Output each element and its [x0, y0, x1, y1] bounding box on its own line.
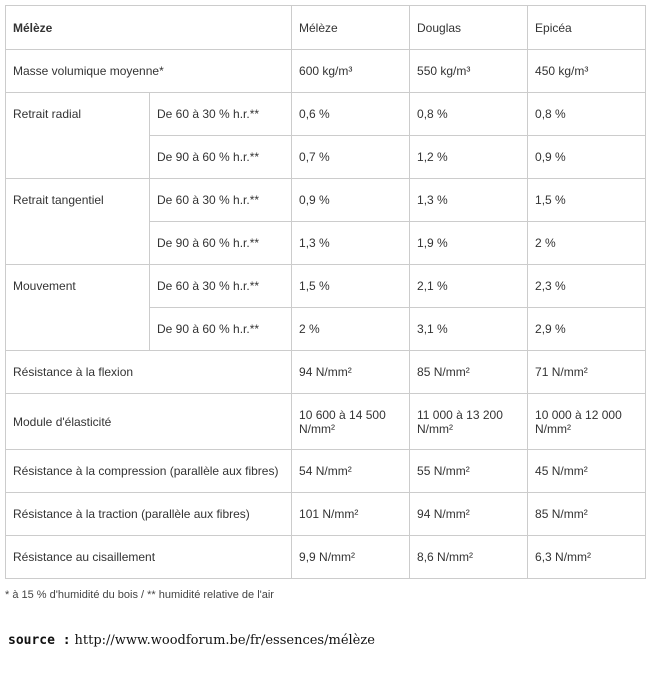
row-label: Résistance au cisaillement [6, 536, 292, 579]
row-sublabel: De 60 à 30 % h.r.** [150, 93, 292, 136]
cell-value: 9,9 N/mm² [292, 536, 410, 579]
cell-value: 0,9 % [292, 179, 410, 222]
table-row [6, 536, 646, 579]
cell-value: 45 N/mm² [528, 450, 646, 493]
cell-value: 1,9 % [410, 222, 528, 265]
cell-value: 2 % [528, 222, 646, 265]
cell-value: 85 N/mm² [410, 351, 528, 394]
cell-value: 600 kg/m³ [292, 50, 410, 93]
cell-value: 2,3 % [528, 265, 646, 308]
cell-value: 94 N/mm² [410, 493, 528, 536]
header-col-meleze: Mélèze [292, 6, 410, 50]
cell-value: 85 N/mm² [528, 493, 646, 536]
cell-value: 1,5 % [528, 179, 646, 222]
table-row [6, 93, 646, 136]
cell-value: 55 N/mm² [410, 450, 528, 493]
cell-value: 11 000 à 13 200 N/mm² [410, 394, 528, 450]
row-label: Module d'élasticité [6, 394, 292, 450]
cell-value: 6,3 N/mm² [528, 536, 646, 579]
cell-value: 0,8 % [410, 93, 528, 136]
table-row [6, 493, 646, 536]
row-label: Résistance à la traction (parallèle aux fibres) [6, 493, 292, 536]
cell-value: 94 N/mm² [292, 351, 410, 394]
cell-value: 0,8 % [528, 93, 646, 136]
header-col-epicea: Epicéa [528, 6, 646, 50]
properties-table [5, 5, 646, 579]
source-url[interactable]: http://www.woodforum.be/fr/essences/mélèze [74, 633, 375, 648]
source-label: source : [8, 633, 71, 648]
footnote: * à 15 % d'humidité du bois / ** humidité relative de l'air [5, 589, 274, 601]
cell-value: 550 kg/m³ [410, 50, 528, 93]
cell-value: 1,5 % [292, 265, 410, 308]
row-sublabel: De 60 à 30 % h.r.** [150, 265, 292, 308]
source-line [8, 631, 375, 648]
row-sublabel: De 90 à 60 % h.r.** [150, 222, 292, 265]
table-row [6, 50, 646, 93]
cell-value: 71 N/mm² [528, 351, 646, 394]
cell-value: 0,9 % [528, 136, 646, 179]
row-sublabel: De 90 à 60 % h.r.** [150, 308, 292, 351]
cell-value: 2 % [292, 308, 410, 351]
cell-value: 450 kg/m³ [528, 50, 646, 93]
row-label: Retrait tangentiel [6, 179, 150, 265]
table-header-row [6, 6, 646, 50]
cell-value: 3,1 % [410, 308, 528, 351]
table-row [6, 394, 646, 450]
cell-value: 8,6 N/mm² [410, 536, 528, 579]
row-label: Résistance à la flexion [6, 351, 292, 394]
cell-value: 0,7 % [292, 136, 410, 179]
cell-value: 2,1 % [410, 265, 528, 308]
row-label: Résistance à la compression (parallèle aux fibres) [6, 450, 292, 493]
table-row [6, 351, 646, 394]
cell-value: 10 600 à 14 500 N/mm² [292, 394, 410, 450]
row-sublabel: De 60 à 30 % h.r.** [150, 179, 292, 222]
cell-value: 1,2 % [410, 136, 528, 179]
row-label: Retrait radial [6, 93, 150, 179]
cell-value: 2,9 % [528, 308, 646, 351]
cell-value: 54 N/mm² [292, 450, 410, 493]
header-label: Mélèze [6, 6, 292, 50]
cell-value: 0,6 % [292, 93, 410, 136]
table-row [6, 265, 646, 308]
row-sublabel: De 90 à 60 % h.r.** [150, 136, 292, 179]
header-col-douglas: Douglas [410, 6, 528, 50]
cell-value: 1,3 % [410, 179, 528, 222]
row-label: Mouvement [6, 265, 150, 351]
cell-value: 101 N/mm² [292, 493, 410, 536]
cell-value: 10 000 à 12 000 N/mm² [528, 394, 646, 450]
row-label: Masse volumique moyenne* [6, 50, 292, 93]
table-row [6, 450, 646, 493]
table-row [6, 179, 646, 222]
cell-value: 1,3 % [292, 222, 410, 265]
